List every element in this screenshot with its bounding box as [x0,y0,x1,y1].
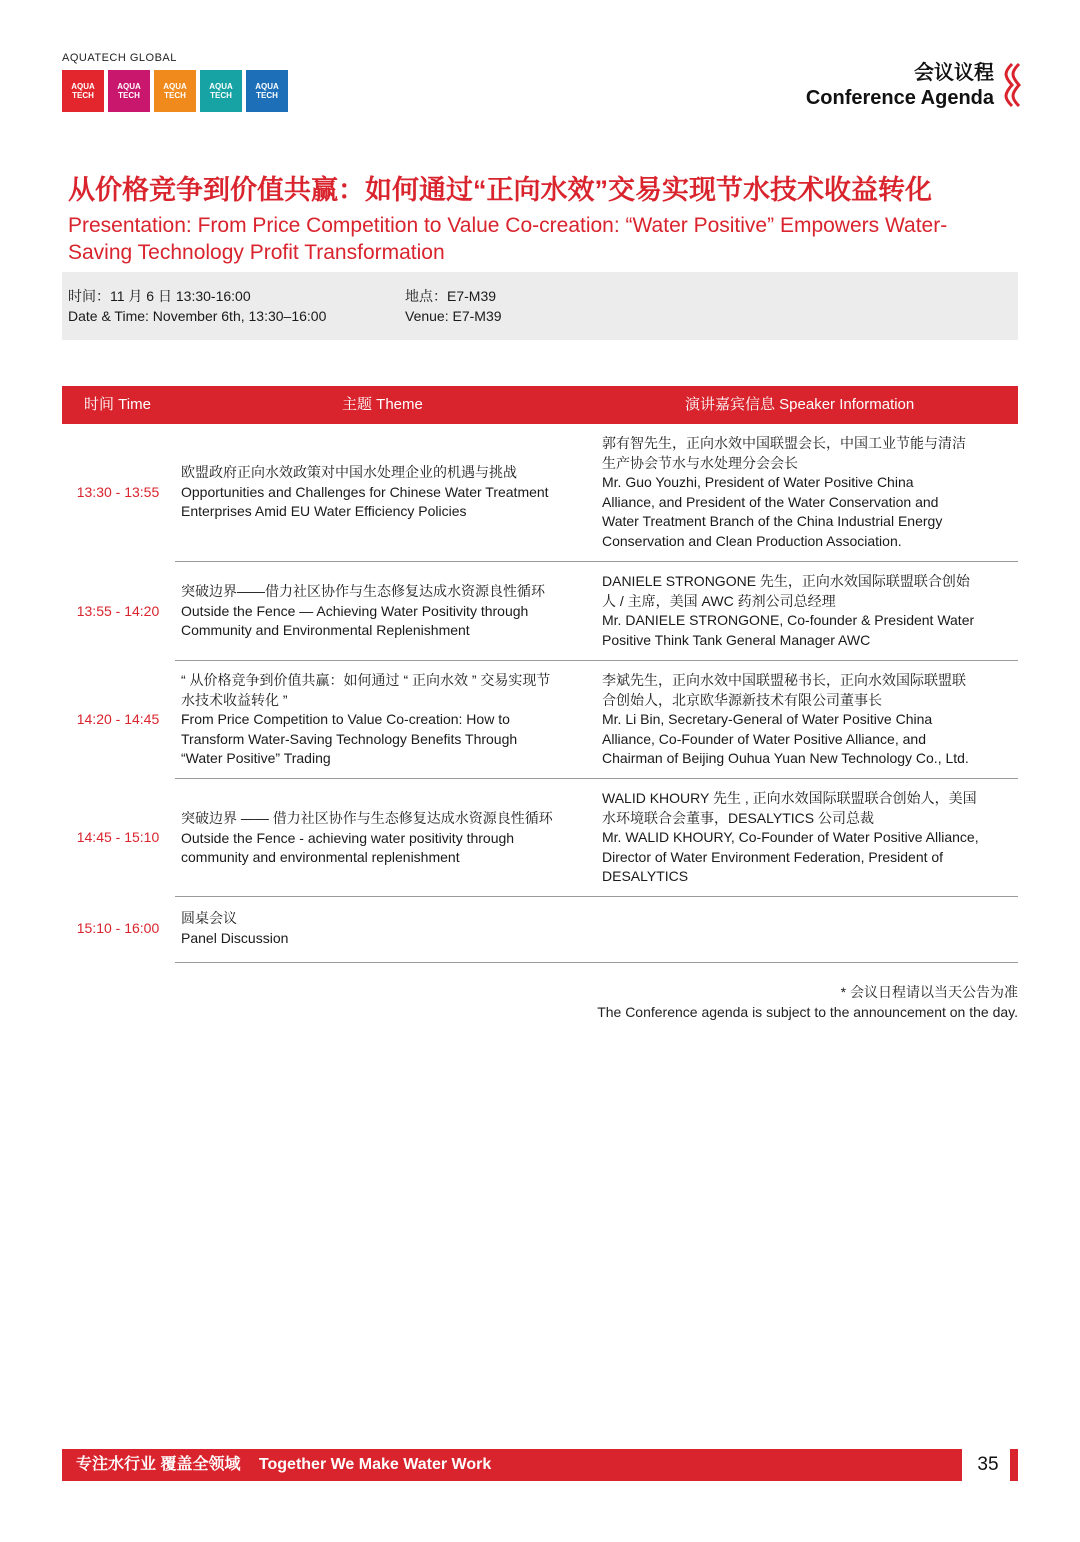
speaker-line: 水环境联合会董事，DESALYTICS 公司总裁 [602,809,874,826]
brand-title: AQUATECH GLOBAL [62,52,177,64]
datetime-info [68,286,326,326]
session-theme [181,671,591,769]
venue-info [405,286,502,326]
agenda-row [62,779,1018,897]
speaker-line: Mr. DANIELE STRONGONE, Co-founder & President Water [602,612,975,629]
speaker-line: 人 / 主席，美国 AWC 药剂公司总经理 [602,592,836,609]
agenda-row [62,897,1018,962]
speaker-line: Director of Water Environment Federation, President of [602,848,944,865]
speaker-line: Water Treatment Branch of the China Industrial Energy [602,513,943,530]
session-info-box [62,272,1018,340]
footer-slogan-en: Together We Make Water Work [258,1456,492,1473]
theme-line: 欧盟政府正向水效政策对中国水处理企业的机遇与挑战 [181,464,517,480]
theme-line: Enterprises Amid EU Water Efficiency Policies [181,503,467,520]
theme-line: 水技术收益转化 ” [181,691,288,708]
agenda-note [597,982,1018,1022]
theme-line: “Water Positive” Trading [181,750,331,767]
speaker-line: Conservation and Clean Production Association. [602,532,902,549]
theme-line: 突破边界——借力社区协作与生态修复达成水资源良性循环 [181,583,545,599]
datetime-zh: 时间：11 月 6 日 13:30-16:00 [68,288,251,304]
speaker-line: DESALYTICS [602,868,689,885]
speaker-line: Mr. Li Bin, Secretary-General of Water Positive China [602,711,933,728]
speaker-line: WALID KHOURY 先生 , 正向水效国际联盟联合创始人，美国 [602,790,977,806]
theme-line: Outside the Fence — Achieving Water Positivity through [181,602,529,619]
theme-line: 突破边界 —— 借力社区协作与生态修复达成水资源良性循环 [181,810,553,826]
page-number: 35 [977,1454,999,1475]
session-title-zh: 从价格竞争到价值共赢：如何通过“正向水效”交易实现节水技术收益转化 [68,175,932,205]
speaker-line: DANIELE STRONGONE 先生，正向水效国际联盟联合创始 [602,573,970,589]
theme-line: “ 从价格竞争到价值共赢：如何通过 “ 正向水效 ” 交易实现节 [181,672,551,688]
datetime-en: Date & Time: November 6th, 13:30–16:00 [68,308,327,324]
section-title-zh: 会议议程 [914,62,994,84]
theme-line: 圆桌会议 [181,910,237,926]
note-zh: * 会议日程请以当天公告为准 [840,984,1018,1000]
speaker-line: 合创始人，北京欧华源新技术有限公司董事长 [602,691,882,708]
session-time: 14:20 - 14:45 [76,711,160,727]
speaker-line: 郭有智先生，正向水效中国联盟会长，中国工业节能与清洁 [602,435,966,451]
agenda-row [62,562,1018,661]
speaker-line: Mr. WALID KHOURY, Co-Founder of Water Positive Alliance, [602,829,979,846]
venue-en: Venue: E7-M39 [405,308,502,324]
aquatech-logo-2: AQUA TECH [108,70,150,112]
agenda-row [62,661,1018,779]
theme-line: Community and Environmental Replenishment [181,622,470,639]
session-theme [181,909,591,948]
theme-line: Outside the Fence - achieving water positivity through [181,829,515,846]
footer-bar [62,1449,962,1481]
header-time: 时间 Time [84,396,151,413]
header-theme: 主题 Theme [342,396,423,413]
session-time: 14:45 - 15:10 [76,829,160,845]
session-theme [181,582,591,641]
speaker-line: Alliance, Co-Founder of Water Positive Alliance, and [602,730,926,747]
session-time: 15:10 - 16:00 [76,920,160,936]
agenda-table-header [62,386,1018,424]
speaker-line: 生产协会节水与水处理分会会长 [602,454,798,471]
venue-zh: 地点：E7-M39 [405,288,497,304]
session-theme [181,463,591,522]
agenda-row [62,424,1018,562]
aquatech-logo-5: AQUA TECH [246,70,288,112]
session-time: 13:55 - 14:20 [76,603,160,619]
footer-slogan-zh: 专注水行业 覆盖全领域 [76,1456,241,1473]
speaker-line: Chairman of Beijing Ouhua Yuan New Technology Co., Ltd. [602,750,969,767]
row-divider [175,962,1018,963]
session-title-en: Presentation: From Price Competition to Value Co-creation: “Water Positive” Empowers Water-Saving Technology Profit Transformation [68,214,948,264]
section-header [806,60,994,110]
speaker-line: Mr. Guo Youzhi, President of Water Positive China [602,474,914,491]
logo-strip [62,70,288,112]
page-number-accent [1010,1449,1018,1481]
chevron-mark-icon [998,62,1022,108]
session-theme [181,809,591,868]
theme-line: Opportunities and Challenges for Chinese Water Treatment [181,483,549,500]
speaker-info [602,434,1014,552]
theme-line: community and environmental replenishment [181,849,460,866]
speaker-line: Alliance, and President of the Water Conservation and [602,493,939,510]
session-time: 13:30 - 13:55 [76,484,160,500]
aquatech-logo-3: AQUA TECH [154,70,196,112]
theme-line: Panel Discussion [181,929,289,946]
section-title-en: Conference Agenda [805,87,994,109]
theme-line: Transform Water-Saving Technology Benefits Through [181,730,518,747]
speaker-line: 李斌先生，正向水效中国联盟秘书长，正向水效国际联盟联 [602,672,966,688]
theme-line: From Price Competition to Value Co-creation: How to [181,711,510,728]
header-speaker: 演讲嘉宾信息 Speaker Information [685,396,915,413]
speaker-line: Positive Think Tank General Manager AWC [602,631,871,648]
aquatech-logo-4: AQUA TECH [200,70,242,112]
speaker-info [602,789,1014,887]
speaker-info [602,671,1014,769]
note-en: The Conference agenda is subject to the announcement on the day. [597,1004,1018,1020]
aquatech-logo-1: AQUA TECH [62,70,104,112]
speaker-info [602,572,1014,650]
